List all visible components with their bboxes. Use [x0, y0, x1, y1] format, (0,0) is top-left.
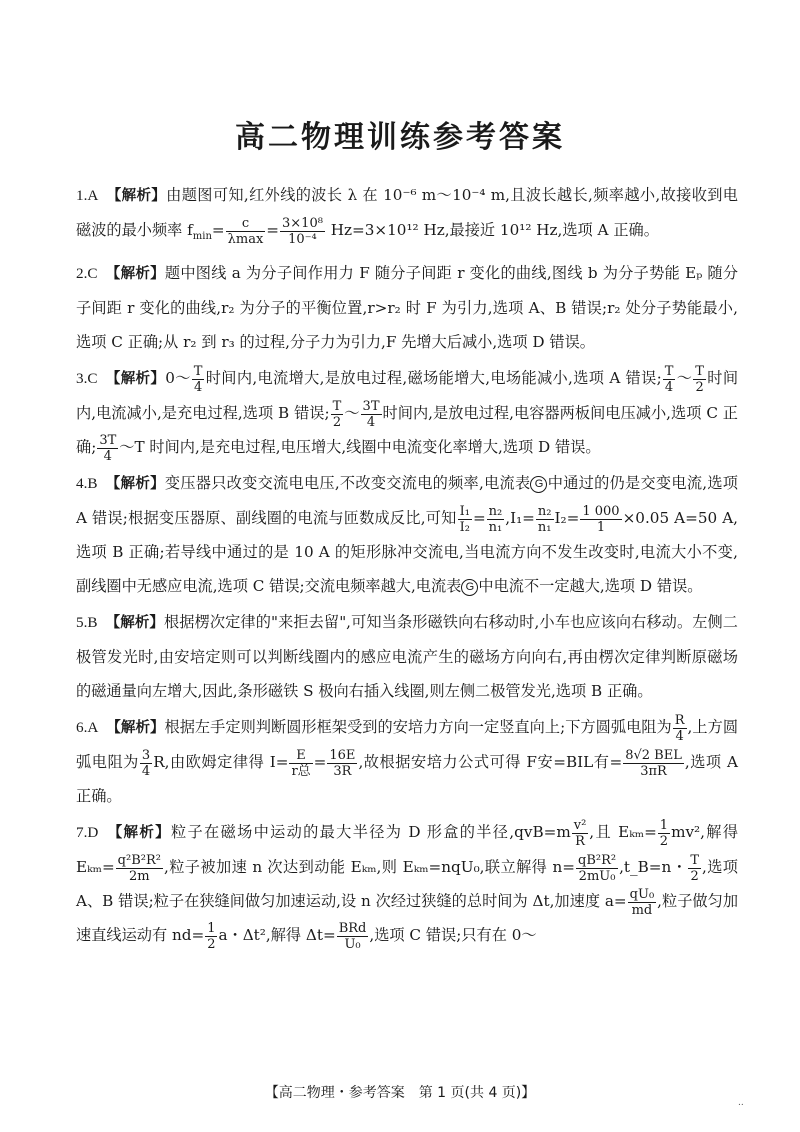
item-number: 6.A — [76, 719, 99, 737]
answer-item-4: 4.B 【解析】变压器只改变交流电电压,不改变交流电的频率,电流表 G 中通过的仍是交变电流,选项 A 错误;根据变压器原、副线圈的电流与匝数成反比,可知 $\frac{\text{I₁}}{\text{I₂}}$ = $\frac{\text{n₂}}{\text{n₁}}$ ,I₁= $\frac{\text{n₂}}{\text{n₁}}$ I₂= $\frac{1 000}{1}$ ×0.05 A=50 A,选项 B 正确;若导线中通过的是 10 A 的矩形脉冲交流电,当电流方向不发生改变时,电流大小不变,副线圈中无感应电流,选项 C 错误;交流电频率越大,电流表 G 中电流不一定越大,选项 D 错误。 — [76, 474, 738, 596]
analysis-tag: 【解析】 — [105, 615, 165, 632]
fraction: $\frac{3T}{4}$ — [362, 398, 380, 430]
answer-item-7: 7.D 【解析】粒子在磁场中运动的最大半径为 D 形盒的半径,qvB=m $\frac{\text{v²}}{R}$ ,且 Eₖₘ= $\frac{1}{2}$ mv²,解得 Eₖₘ= $\frac{\text{q²B²R²}}{2m}$ ,粒子被加速 n 次达到动能 Eₖₘ,则 Eₖₘ=nqU₀,联立解得 n= $\frac{\text{qB²R²}}{\text{2mU₀}}$ ,t_B=n・ $\frac{T}{2}$ ,选项 A、B 错误;粒子在狭缝间做匀加速运动,设 n 次经过狭缝的总时间为 Δt,加速度 a= $\frac{\text{qU₀}}{md}$ ,粒子做匀加速直线运动有 nd= $\frac{1}{2}$ a・Δt²,解得 Δt= $\frac{\text{BRd}}{\text{U₀}}$ ,选项 C 错误;只有在 0～ — [76, 817, 739, 952]
item-text: 题中图线 a 为分子间作用力 F 随分子间距 r 变化的曲线,图线 b 为分子势能 Eₚ 随分子间距 r 变化的曲线,r₂ 为分子的平衡位置,r>r₂ 时 F 为引力,选项 A、B 错误;r₂ 处分子势能最小,选项 C 正确;从 r₂ 到 r₃ 的过程,分子力为引力,F 先增大后减小,选项 D 错误。 — [76, 264, 739, 352]
item-number: 2.C — [76, 265, 98, 283]
fraction: $\frac{c}{\lambda\max}$ — [227, 215, 264, 247]
item-number: 3.C — [76, 370, 98, 388]
fraction: $\frac{T}{2}$ — [695, 363, 704, 395]
fraction: $\frac{T}{4}$ — [193, 363, 203, 395]
fraction: $\frac{R}{4}$ — [674, 712, 685, 744]
answer-item-5 — [76, 605, 738, 708]
item-text: Hz=3×10¹² Hz,最接近 10¹² Hz,选项 A 正确。 — [325, 221, 659, 239]
page-title: 高二物理训练参考答案 — [235, 120, 565, 155]
answer-item-6: 6.A 【解析】根据左手定则判断圆形框架受到的安培力方向一定竖直向上;下方圆弧电阻为 $\frac{R}{4}$ ,上方圆弧电阻为 $\frac{3}{4}$ R,由欧姆定律得 I= $\frac{E}{\text{r总}}$ = $\frac{16E}{3R}$ ,故根据安培力公式可得 F安=BIL有= $\frac{\text{8√2 BEL}}{3\pi R}$ ,选项 A 正确。 — [76, 712, 739, 806]
analysis-tag: 【解析】 — [106, 188, 167, 204]
analysis-tag: 【解析】 — [105, 266, 165, 283]
fraction: $\frac{\text{n₂}}{\text{n₁}}$ — [488, 503, 503, 535]
fraction: $\frac{3T}{4}$ — [99, 432, 117, 464]
fraction: $\frac{T}{2}$ — [690, 852, 699, 884]
fraction: $\frac{\text{q²B²R²}}{2m}$ — [117, 852, 161, 884]
answer-item-2 — [76, 256, 738, 359]
answer-item-3: 3.C 【解析】0～ $\frac{T}{4}$ 时间内,电流增大,是放电过程,磁场能增大,电场能减小,选项 A 错误; $\frac{T}{4}$ ～ $\frac{T}{2}$ 时间内,电流减小,是充电过程,选项 B 错误; $\frac{T}{2}$ ～ $\frac{3T}{4}$ 时间内,是放电过程,电容器两板间电压减小,选项 C 正确; $\frac{3T}{4}$ ～T 时间内,是充电过程,电压增大,线圈中电流变化率增大,选项 D 错误。 — [76, 363, 739, 464]
subscript: min — [192, 231, 212, 243]
item-text: 根据楞次定律的"来拒去留",可知当条形磁铁向右移动时,小车也应该向右移动。左侧二极管发光时,由安培定则可以判断线圈内的感应电流产生的磁场方向向右,再由楞次定律判断原磁场的磁通量向左增大,因此,条形磁铁 S 极向右插入线圈,则左侧二极管发光,选项 B 正确。 — [76, 613, 738, 701]
answer-list — [76, 178, 738, 954]
fraction: $\frac{\text{qB²R²}}{\text{2mU₀}}$ — [578, 852, 617, 884]
fraction: $\frac{\text{v²}}{R}$ — [573, 817, 587, 849]
analysis-tag: 【解析】 — [106, 825, 172, 842]
fraction: $\frac{3}{4}$ — [141, 747, 151, 779]
fraction: $\frac{\text{I₁}}{\text{I₂}}$ — [459, 503, 470, 535]
item-number: 5.B — [76, 614, 98, 632]
answer-item-1: 1.A 【解析】由题图可知,红外线的波长 λ 在 10⁻⁶ m～10⁻⁴ m,且波长越长,频率越小,故接收到电磁波的最小频率 $f_{min}=$ $\frac{c}{\lambda\max}$ = $\frac{\text{3×10⁸}}{\text{10⁻⁴}}$ Hz=3×10¹² Hz,最接近 10¹² Hz,选项 A 正确。 — [76, 186, 738, 247]
fraction: $\frac{1}{2}$ — [659, 817, 669, 849]
fraction: $\frac{E}{\text{r总}}$ — [291, 747, 311, 779]
fraction: $\frac{\text{BRd}}{\text{U₀}}$ — [338, 920, 367, 952]
item-number: 4.B — [76, 475, 98, 493]
item-text: 由题图可知,红外线的波长 λ 在 10⁻⁶ m～10⁻⁴ m,且波长越长,频率越小,故接收到电磁波的最小频率 f — [76, 186, 738, 239]
fraction: $\frac{T}{4}$ — [664, 363, 674, 395]
fraction: $\frac{1}{2}$ — [207, 920, 216, 952]
corner-mark: .. — [738, 1098, 744, 1108]
fraction: $\frac{\text{qU₀}}{md}$ — [629, 886, 655, 918]
fraction: $\frac{\text{8√2 BEL}}{3\pi R}$ — [625, 747, 682, 779]
analysis-tag: 【解析】 — [105, 476, 165, 493]
fraction: $\frac{T}{2}$ — [332, 398, 342, 430]
analysis-tag: 【解析】 — [106, 720, 165, 737]
item-number: 1.A — [76, 187, 99, 204]
page-footer: 【高二物理・参考答案 第 1 页(共 4 页)】 — [264, 1085, 536, 1101]
fraction: $\frac{\text{n₂}}{\text{n₁}}$ — [537, 503, 552, 535]
fraction: $\frac{1 000}{1}$ — [582, 503, 620, 535]
item-number: 7.D — [76, 824, 99, 842]
analysis-tag: 【解析】 — [105, 371, 166, 388]
galvanometer-icon: G — [461, 579, 478, 596]
galvanometer-icon: G — [530, 476, 547, 493]
fraction: $\frac{16E}{3R}$ — [329, 747, 356, 779]
fraction: $\frac{\text{3×10⁸}}{\text{10⁻⁴}}$ — [282, 215, 323, 247]
